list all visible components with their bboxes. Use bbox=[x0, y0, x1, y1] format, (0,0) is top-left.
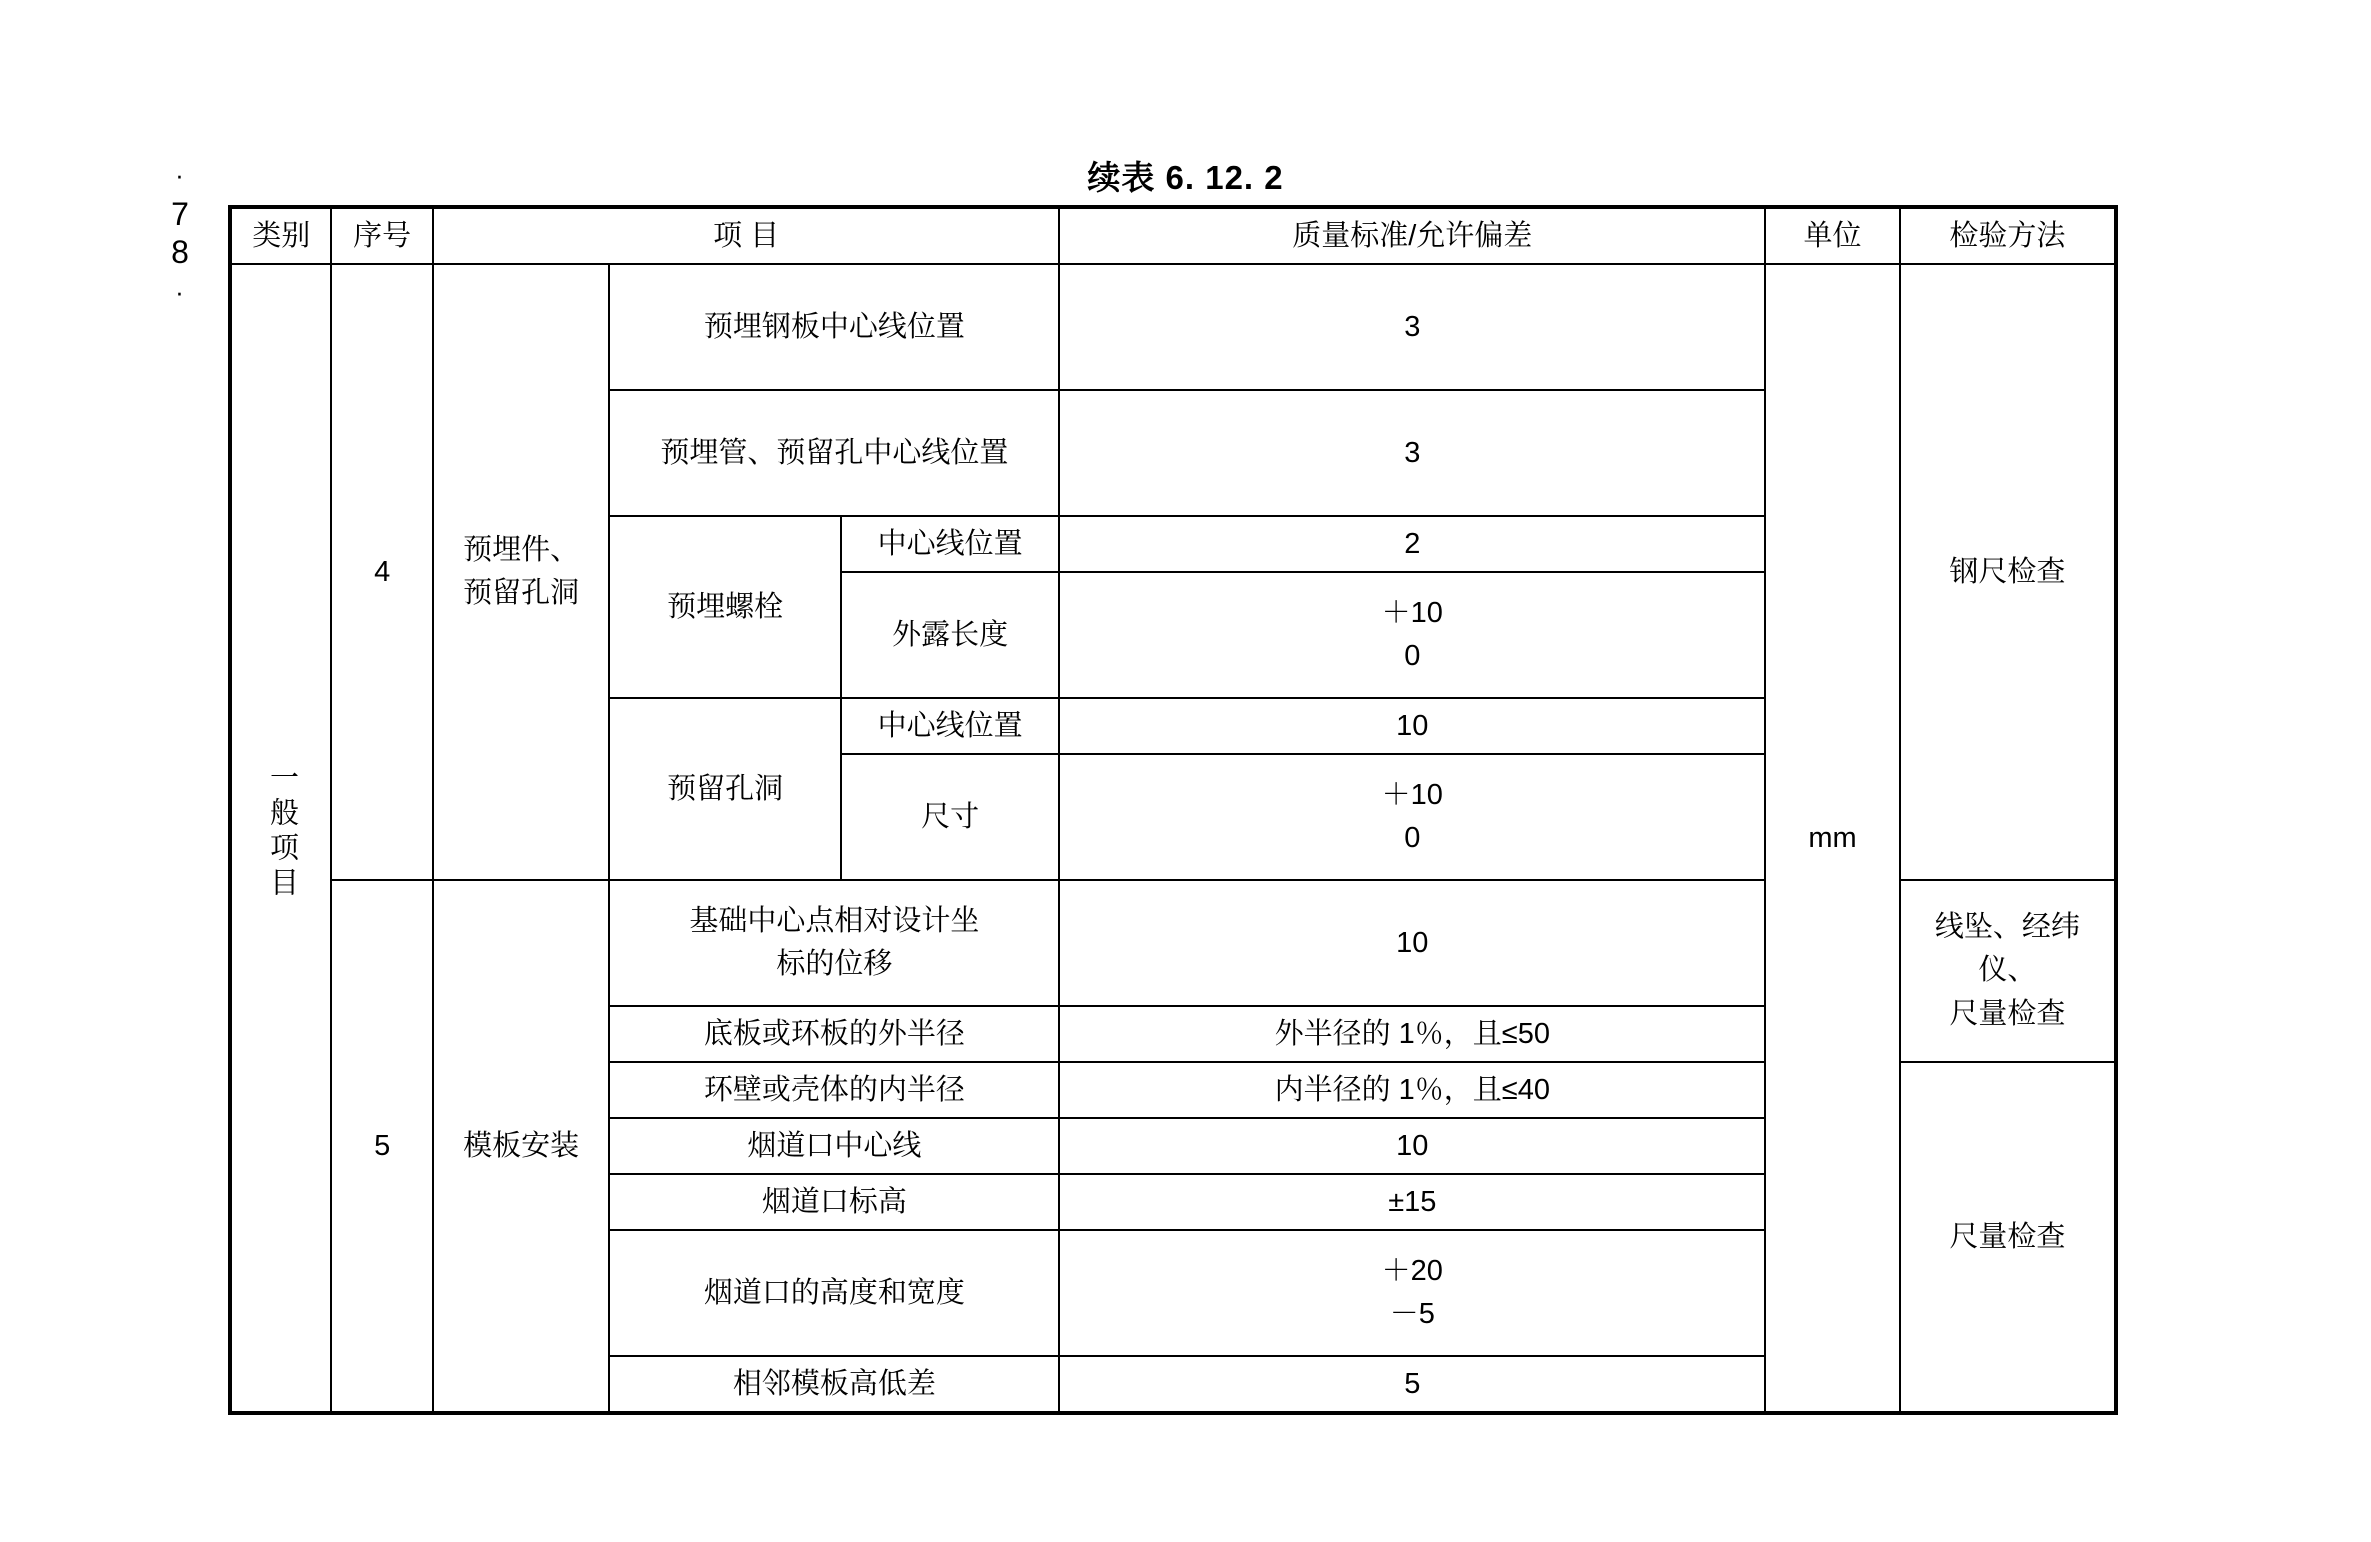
item-value: ＋10 0 bbox=[1059, 572, 1765, 698]
group-index-4: 4 bbox=[331, 264, 432, 880]
item-label: 预埋管、预留孔中心线位置 bbox=[609, 390, 1059, 516]
item-value: ＋10 0 bbox=[1059, 754, 1765, 880]
header-index: 序号 bbox=[331, 207, 432, 264]
item-value: 10 bbox=[1059, 880, 1765, 1006]
item-label: 烟道口中心线 bbox=[609, 1118, 1059, 1174]
sub-item-label: 预留孔洞 bbox=[609, 698, 841, 880]
group-index-5: 5 bbox=[331, 880, 432, 1413]
item-label: 尺寸 bbox=[841, 754, 1059, 880]
method-cell-4: 钢尺检查 bbox=[1900, 264, 2116, 880]
item-value: 3 bbox=[1059, 390, 1765, 516]
item-value: 3 bbox=[1059, 264, 1765, 390]
item-label: 烟道口的高度和宽度 bbox=[609, 1230, 1059, 1356]
unit-cell: mm bbox=[1765, 264, 1900, 1413]
item-label: 中心线位置 bbox=[841, 516, 1059, 572]
specification-table bbox=[228, 205, 2118, 1415]
item-label: 烟道口标高 bbox=[609, 1174, 1059, 1230]
item-label: 中心线位置 bbox=[841, 698, 1059, 754]
item-label: 基础中心点相对设计坐 标的位移 bbox=[609, 880, 1059, 1006]
item-value: 5 bbox=[1059, 1356, 1765, 1413]
item-value: ±15 bbox=[1059, 1174, 1765, 1230]
category-cell: 一般项目 bbox=[230, 264, 331, 1413]
item-value: 内半径的 1％，且≤40 bbox=[1059, 1062, 1765, 1118]
table-row bbox=[230, 264, 2116, 390]
item-value: 外半径的 1％，且≤50 bbox=[1059, 1006, 1765, 1062]
item-label: 外露长度 bbox=[841, 572, 1059, 698]
header-category: 类别 bbox=[230, 207, 331, 264]
header-unit: 单位 bbox=[1765, 207, 1900, 264]
item-label: 底板或环板的外半径 bbox=[609, 1006, 1059, 1062]
method-cell-5a: 线坠、经纬仪、 尺量检查 bbox=[1900, 880, 2116, 1062]
page-number: 78 bbox=[162, 195, 198, 272]
item-value: ＋20 －5 bbox=[1059, 1230, 1765, 1356]
table-header-row bbox=[230, 207, 2116, 264]
group-name-5: 模板安装 bbox=[433, 880, 609, 1413]
header-item: 项 目 bbox=[433, 207, 1059, 264]
table-title: 续表 6. 12. 2 bbox=[1087, 159, 1284, 196]
sub-item-label: 预埋螺栓 bbox=[609, 516, 841, 698]
item-label: 相邻模板高低差 bbox=[609, 1356, 1059, 1413]
method-cell-5b: 尺量检查 bbox=[1900, 1062, 2116, 1413]
header-method: 检验方法 bbox=[1900, 207, 2116, 264]
item-value: 10 bbox=[1059, 698, 1765, 754]
item-value: 2 bbox=[1059, 516, 1765, 572]
page-dot-bottom: · bbox=[175, 276, 185, 307]
item-label: 环壁或壳体的内半径 bbox=[609, 1062, 1059, 1118]
item-label: 预埋钢板中心线位置 bbox=[609, 264, 1059, 390]
group-name-4: 预埋件、 预留孔洞 bbox=[433, 264, 609, 880]
page-dot-top: · bbox=[175, 160, 185, 190]
header-standard: 质量标准/允许偏差 bbox=[1059, 207, 1765, 264]
item-value: 10 bbox=[1059, 1118, 1765, 1174]
